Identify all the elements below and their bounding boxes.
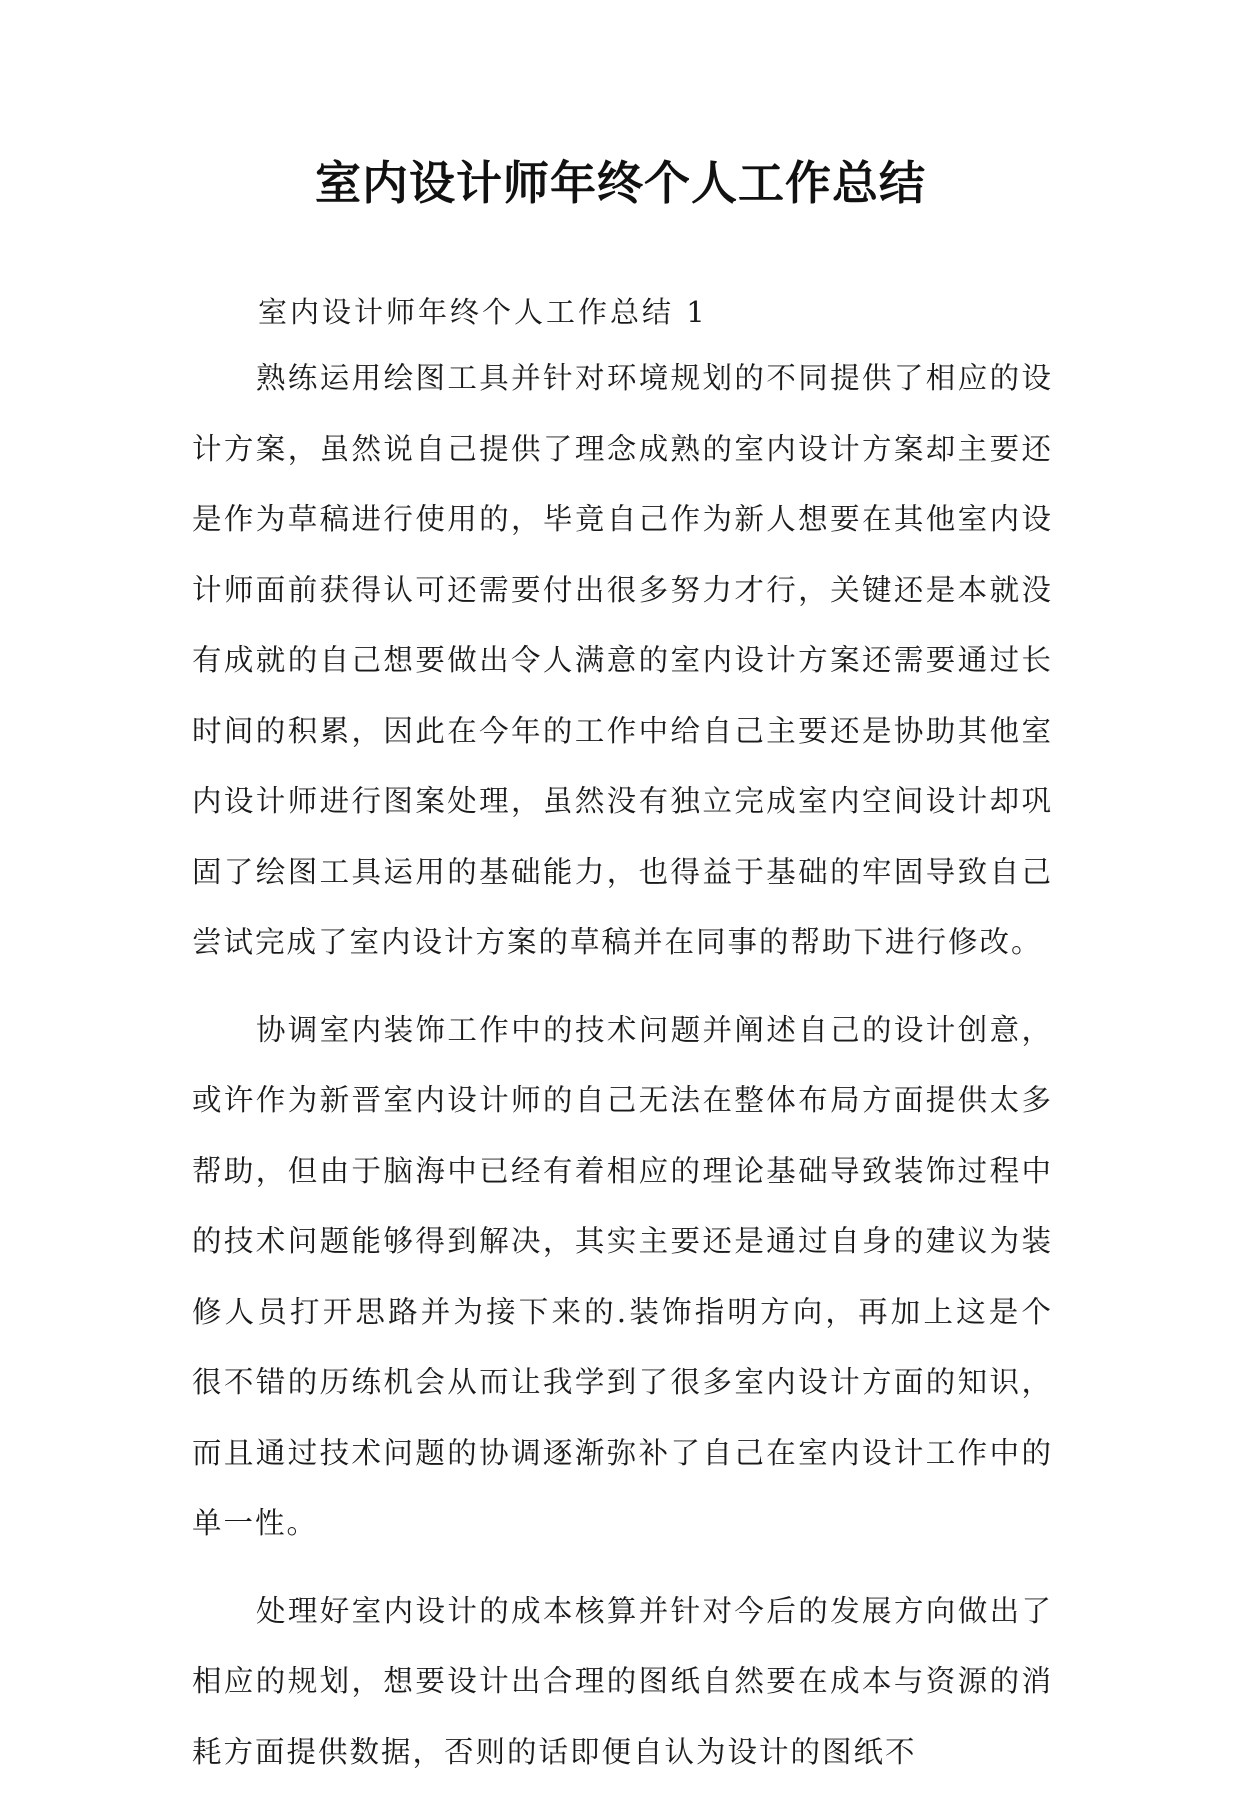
paragraph-3: 处理好室内设计的成本核算并针对今后的发展方向做出了相应的规划，想要设计出合理的图纸自然要在成本与资源的消耗方面提供数据，否则的话即便自认为设计的图纸不 (192, 1593, 1053, 1769)
document-body (192, 343, 1053, 1804)
document-title: 室内设计师年终个人工作总结 (315, 156, 926, 210)
paragraph-1: 熟练运用绘图工具并针对环境规划的不同提供了相应的设计方案，虽然说自己提供了理念成熟的室内设计方案却主要还是作为草稿进行使用的，毕竟自己作为新人想要在其他室内设计师面前获得认可还需要付出很多努力才行，关键还是本就没有成就的自己想要做出令人满意的室内设计方案还需要通过长时间的积累，因此在今年的工作中给自己主要还是协助其他室内设计师进行图案处理，虽然没有独立完成室内空间设计却巩固了绘图工具运用的基础能力，也得益于基础的牢固导致自己尝试完成了室内设计方案的草稿并在同事的帮助下进行修改。 (192, 361, 1053, 959)
paragraph-2: 协调室内装饰工作中的技术问题并阐述自己的设计创意，或许作为新晋室内设计师的自己无法在整体布局方面提供太多帮助，但由于脑海中已经有着相应的理论基础导致装饰过程中的技术问题能够得到解决，其实主要还是通过自身的建议为装修人员打开思路并为接下来的.装饰指明方向，再加上这是个很不错的历练机会从而让我学到了很多室内设计方面的知识，而且通过技术问题的协调逐渐弥补了自己在室内设计工作中的单一性。 (192, 1012, 1053, 1540)
section-heading: 室内设计师年终个人工作总结 1 (258, 295, 708, 329)
